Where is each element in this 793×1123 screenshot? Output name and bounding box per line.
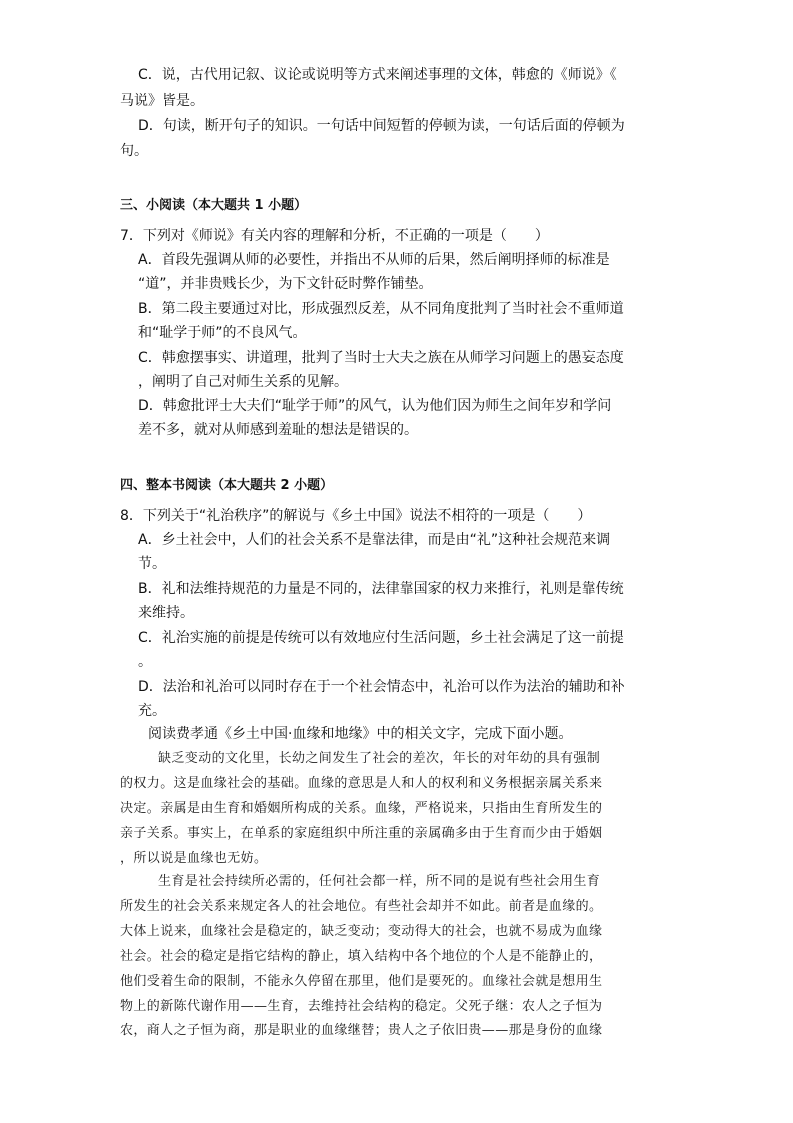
q7-option-a-line1: A．首段先强调从师的必要性，并指出不从师的后果，然后阐明择师的标准是 bbox=[138, 252, 610, 268]
passage-p2-line: 生育是社会持续所必需的，任何社会都一样，所不同的是说有些社会用生育 bbox=[158, 874, 601, 889]
reading-intro: 阅读费孝通《乡土中国·血缘和地缘》中的相关文字，完成下面小题。 bbox=[148, 726, 573, 742]
q6-option-d-line1: D．句读，断开句子的知识。一句话中间短暂的停顿为读，一句话后面的停顿为 bbox=[138, 118, 625, 134]
passage-p1-line: ，所以说是血缘也无妨。 bbox=[120, 851, 268, 866]
q7-option-b-line2: 和“耻学于师”的不良风气。 bbox=[138, 325, 307, 341]
q7-option-c-line1: C．韩愈摆事实、讲道理，批判了当时士大夫之族在从师学习问题上的愚妄态度 bbox=[138, 350, 624, 366]
q7-option-d-line1: D．韩愈批评士大夫们“耻学于师”的风气，认为他们因为师生之间年岁和学问 bbox=[138, 398, 612, 414]
q6-option-c-line2: 马说》皆是。 bbox=[120, 93, 204, 109]
passage-p2-line: 社会。社会的稳定是指它结构的静止，填入结构中各个地位的个人是不能静止的， bbox=[120, 949, 603, 964]
section3-heading: 三、小阅读（本大题共 1 小题） bbox=[120, 198, 308, 213]
q7-option-d-line2: 差不多，就对从师感到羞耻的想法是错误的。 bbox=[138, 422, 418, 438]
passage-p2-line: 他们受着生命的限制，不能永久停留在那里，他们是要死的。血缘社会就是想用生 bbox=[120, 974, 603, 989]
passage-p2-line: 物上的新陈代谢作用——生育，去维持社会结构的稳定。父死子继：农人之子恒为 bbox=[120, 999, 603, 1014]
q6-option-d-line2: 句。 bbox=[120, 143, 148, 159]
q7-option-a-line2: “道”，并非贵贱长少，为下文针砭时弊作铺垫。 bbox=[138, 276, 433, 292]
q7-stem: 7．下列对《师说》有关内容的理解和分析，不正确的一项是（ ） bbox=[120, 228, 549, 244]
q8-option-d-line2: 充。 bbox=[138, 703, 166, 719]
passage-p2-line: 所发生的社会关系来规定各人的社会地位。有些社会却并不如此。前者是血缘的。 bbox=[120, 899, 603, 914]
q8-stem: 8．下列关于“礼治秩序”的解说与《乡土中国》说法不相符的一项是（ ） bbox=[120, 508, 592, 524]
passage-p1-line: 的权力。这是血缘社会的基础。血缘的意思是人和人的权利和义务根据亲属关系来 bbox=[120, 776, 603, 791]
q7-option-b-line1: B．第二段主要通过对比，形成强烈反差，从不同角度批判了当时社会不重师道 bbox=[138, 301, 624, 317]
q8-option-c-line1: C．礼治实施的前提是传统可以有效地应付生活问题，乡土社会满足了这一前提 bbox=[138, 630, 624, 646]
passage-p1-line: 缺乏变动的文化里，长幼之间发生了社会的差次，年长的对年幼的具有强制 bbox=[158, 751, 601, 766]
q6-option-c-line1: C．说，古代用记叙、议论或说明等方式来阐述事理的文体，韩愈的《师说》《 bbox=[138, 67, 617, 83]
q7-option-c-line2: ，阐明了自己对师生关系的见解。 bbox=[138, 374, 348, 390]
passage-p1-line: 亲子关系。事实上，在单系的家庭组织中所注重的亲属确多由于生育而少由于婚姻 bbox=[120, 826, 603, 841]
section4-heading: 四、整本书阅读（本大题共 2 小题） bbox=[120, 478, 334, 493]
q8-option-c-line2: 。 bbox=[138, 654, 152, 670]
passage-p2-line: 大体上说来，血缘社会是稳定的，缺乏变动；变动得大的社会，也就不易成为血缘 bbox=[120, 924, 603, 939]
q8-option-b-line1: B．礼和法维持规范的力量是不同的，法律靠国家的权力来推行，礼则是靠传统 bbox=[138, 581, 624, 597]
q8-option-b-line2: 来维持。 bbox=[138, 605, 194, 621]
q8-option-d-line1: D．法治和礼治可以同时存在于一个社会情态中，礼治可以作为法治的辅助和补 bbox=[138, 679, 625, 695]
q8-option-a-line2: 节。 bbox=[138, 556, 166, 572]
q8-option-a-line1: A．乡土社会中，人们的社会关系不是靠法律，而是由“礼”这种社会规范来调 bbox=[138, 532, 611, 548]
passage-p2-line: 农，商人之子恒为商，那是职业的血缘继替；贵人之子依旧贵——那是身份的血缘 bbox=[120, 1023, 603, 1038]
passage-p1-line: 决定。亲属是由生育和婚姻所构成的关系。血缘，严格说来，只指由生育所发生的 bbox=[120, 801, 603, 816]
